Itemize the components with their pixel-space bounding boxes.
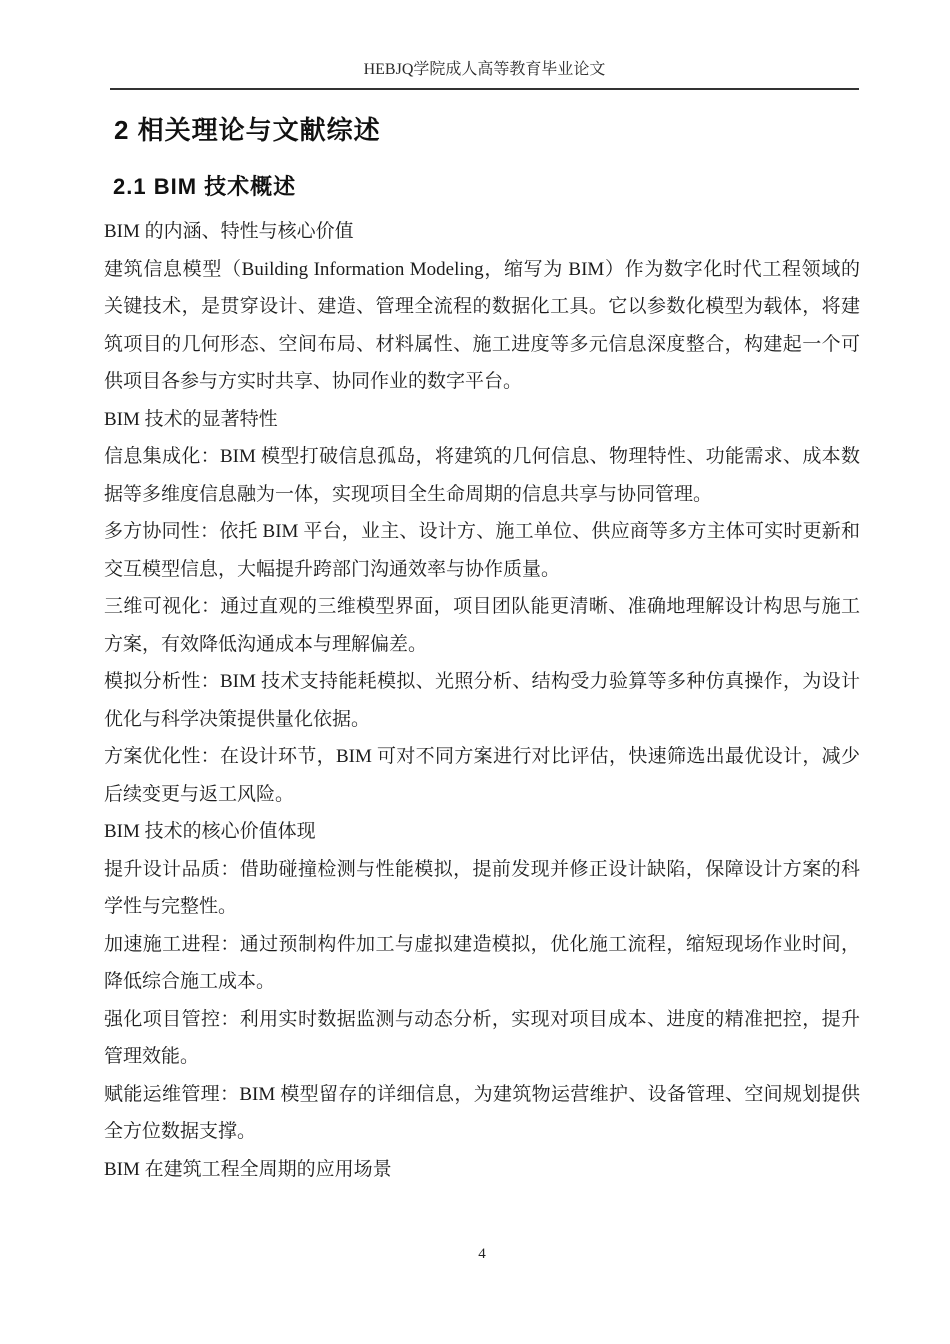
chapter-heading: 2 相关理论与文献综述 [114, 115, 381, 145]
body-paragraphs [104, 213, 860, 1188]
page-content [104, 112, 860, 1188]
paragraph: BIM 技术的核心价值体现 [104, 821, 316, 842]
paragraph: 加速施工进程：通过预制构件加工与虚拟建造模拟，优化施工流程，缩短现场作业时间，降低综合施工成本。 [104, 933, 860, 992]
paragraph: 提升设计品质：借助碰撞检测与性能模拟，提前发现并修正设计缺陷，保障设计方案的科学性与完整性。 [104, 858, 860, 917]
paragraph: 建筑信息模型（Building Information Modeling，缩写为 BIM）作为数字化时代工程领域的关键技术，是贯穿设计、建造、管理全流程的数据化工具。它以参数化模型为载体，将建筑项目的几何形态、空间布局、材料属性、施工进度等多元信息深度整合，构建起一个可供项目各参与方实时共享、协同作业的数字平台。 [104, 258, 860, 392]
paragraph: 赋能运维管理：BIM 模型留存的详细信息，为建筑物运营维护、设备管理、空间规划提供全方位数据支撑。 [104, 1083, 860, 1142]
paragraph: 信息集成化：BIM 模型打破信息孤岛，将建筑的几何信息、物理特性、功能需求、成本数据等多维度信息融为一体，实现项目全生命周期的信息共享与协同管理。 [104, 446, 860, 505]
paragraph: 三维可视化：通过直观的三维模型界面，项目团队能更清晰、准确地理解设计构思与施工方案，有效降低沟通成本与理解偏差。 [104, 596, 860, 655]
paragraph: 模拟分析性：BIM 技术支持能耗模拟、光照分析、结构受力验算等多种仿真操作，为设计优化与科学决策提供量化依据。 [104, 671, 860, 730]
paragraph: BIM 在建筑工程全周期的应用场景 [104, 1158, 392, 1180]
paragraph: BIM 技术的显著特性 [104, 408, 278, 430]
paragraph: 强化项目管控：利用实时数据监测与动态分析，实现对项目成本、进度的精准把控，提升管理效能。 [104, 1008, 860, 1067]
paragraph: 多方协同性：依托 BIM 平台，业主、设计方、施工单位、供应商等多方主体可实时更新和交互模型信息，大幅提升跨部门沟通效率与协作质量。 [104, 521, 860, 580]
page-number: 4 [478, 1246, 486, 1262]
page-header: HEBJQ学院成人高等教育毕业论文 [110, 60, 859, 90]
paragraph: BIM 的内涵、特性与核心价值 [104, 221, 354, 242]
paragraph: 方案优化性：在设计环节，BIM 可对不同方案进行对比评估，快速筛选出最优设计，减少后续变更与返工风险。 [104, 746, 860, 805]
section-heading: 2.1 BIM 技术概述 [113, 174, 297, 199]
